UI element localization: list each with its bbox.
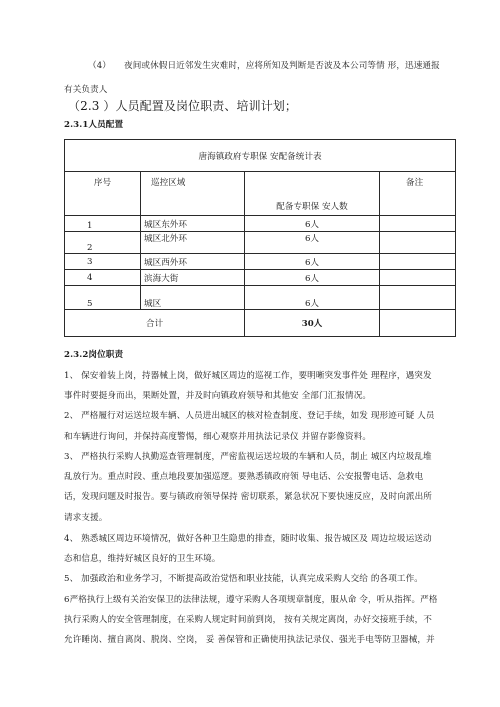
header-note: 备注 xyxy=(380,172,456,216)
duty-line: 5、 加强政治和业务学习，不断提高政治觉悟和职业技能，认真完成采购人交给 的各项工作。 xyxy=(64,574,423,584)
section-2-3-2-heading: 2.3.2岗位职责 xyxy=(64,350,124,360)
row-no: 5 xyxy=(65,286,141,310)
row-no: 3 xyxy=(65,254,141,270)
duty-line: 请求支援。 xyxy=(64,513,108,523)
table-header-row xyxy=(65,172,456,216)
total-note xyxy=(380,310,456,337)
total-value: 30人 xyxy=(245,310,380,337)
duty-line: 乱放行为。重点时段、重点地段要加强巡逻。要熟悉镇政府领 导电话、公安报警电话、急救电 xyxy=(64,472,424,482)
header-area: 巡控区域 xyxy=(141,172,245,216)
total-label: 合计 xyxy=(65,310,245,337)
duty-line: 话，发现问题及时报告。要与镇政府领导保持 密切联系，紧急状况下要快速反应，及时向派出所 xyxy=(64,492,432,502)
item-4-text: 夜间或休假日近邻发生灾难时，应将所知及判断是否波及本公司等情 形，迅速通报 xyxy=(124,61,440,71)
section-2-3-1-heading: 2.3.1人员配置 xyxy=(64,120,124,130)
row-count: 6人 xyxy=(245,270,380,286)
table-row xyxy=(65,270,456,286)
row-count: 6人 xyxy=(245,216,380,232)
item-4-continuation: 有关负责人 xyxy=(64,85,108,95)
row-no: 4 xyxy=(65,270,141,286)
duty-line: 和车辆进行询问，并保持高度警惕，细心观察并用执法记录仪 并留存影像资料。 xyxy=(64,432,372,442)
row-count: 6人 xyxy=(245,286,380,310)
section-2-3-heading: （2.3 ）人员配置及岗位职责、培训计划； xyxy=(68,99,297,113)
row-count: 6人 xyxy=(245,232,380,254)
row-note xyxy=(380,254,456,270)
row-area: 城区北外环 xyxy=(141,232,245,254)
duty-line: 允许睡岗、擅自离岗、脱岗、空岗， 妥 善保管和正确使用执法记录仪、强光手电等防卫器械，并 xyxy=(64,635,435,645)
table-row xyxy=(65,286,456,310)
duty-line: 事件时要挺身而出，果断处置，并及时向镇政府领导和其他安 全部门汇报情况。 xyxy=(64,391,372,401)
table-row xyxy=(65,216,456,232)
table-row xyxy=(65,254,456,270)
row-note xyxy=(380,270,456,286)
duty-line: 3、 严格执行采购人执勤巡查管理制度，严密监视运送垃圾的车辆和人员，制止 城区内垃圾乱堆 xyxy=(64,452,432,462)
table-caption-row xyxy=(65,140,456,172)
row-note xyxy=(380,232,456,254)
row-no: 1 xyxy=(65,216,141,232)
row-note xyxy=(380,286,456,310)
duty-line: 态和信息，维持好城区良好的卫生环境。 xyxy=(64,554,221,564)
table-row xyxy=(65,232,456,254)
row-area: 城区 xyxy=(141,286,245,310)
table-total-row xyxy=(65,310,456,337)
duty-line: 2、 严格履行对运送垃圾车辆、人员进出城区的核对检查制度、登记手续，如发 现形迹可疑 人员 xyxy=(64,411,435,421)
item-4-number: （4） xyxy=(88,61,111,71)
table-caption: 唐海镇政府专职保 安配备统计表 xyxy=(65,140,456,172)
row-note xyxy=(380,216,456,232)
row-area: 城区东外环 xyxy=(141,216,245,232)
row-count: 6人 xyxy=(245,254,380,270)
duty-line: 执行采购人的安全管理制度，在采购人规定时间前到岗， 按有关规定离岗，办好交接班手续，不 xyxy=(64,615,432,625)
duty-line: 4、 熟悉城区周边环境情况，做好各种卫生隐患的排查，随时收集、报告城区及 周边垃圾运送动 xyxy=(64,534,432,544)
row-no: 2 xyxy=(65,232,141,254)
duty-line: 6严格执行上级有关治安保卫的法律法规，遵守采购人各项规章制度，服从命 令，听从指挥。严格 xyxy=(64,595,438,605)
row-area: 滨海大街 xyxy=(141,270,245,286)
row-area: 城区西外环 xyxy=(141,254,245,270)
header-no: 序号 xyxy=(65,172,141,216)
staff-allocation-table xyxy=(64,139,456,337)
duty-line: 1、 保安着装上岗，持器械上岗，做好城区周边的巡视工作，要明晰突发事件处 理程序，遇突发 xyxy=(64,371,432,381)
header-count: 配备专职保 安人数 xyxy=(245,172,380,216)
